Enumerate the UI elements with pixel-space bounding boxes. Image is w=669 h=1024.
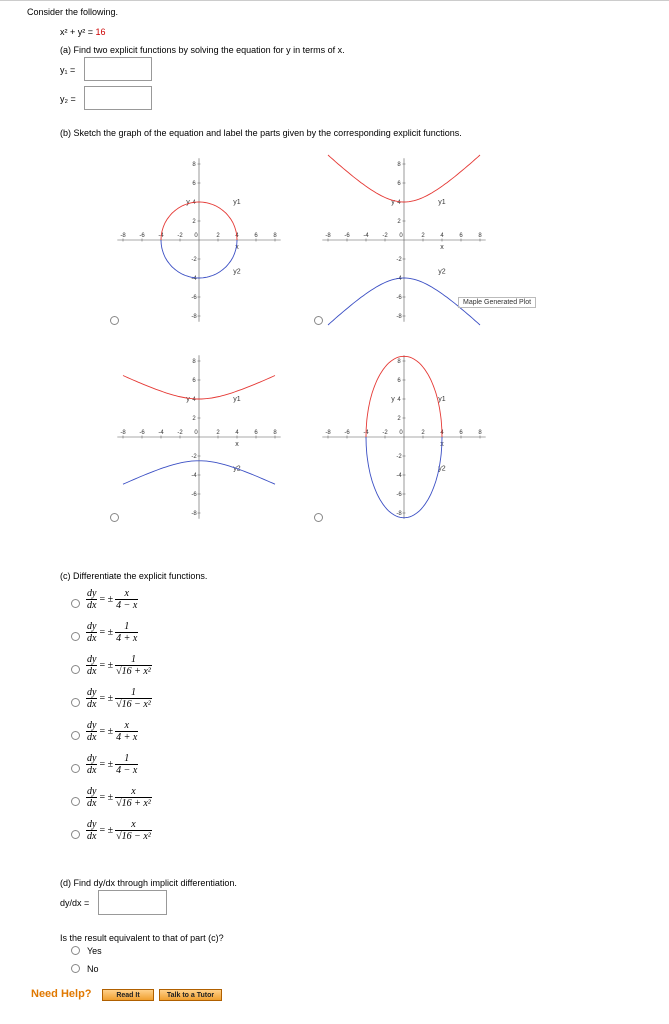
dydx-fraction: [86, 753, 97, 776]
dydx-label: dy/dx =: [60, 898, 90, 908]
graph-2-x-tick-label: 2: [421, 233, 425, 239]
rhs-fraction: [115, 588, 138, 611]
graph-2-x-tick-label: -6: [344, 233, 350, 239]
graph-3-y-tick-label: 4: [192, 397, 196, 403]
graph-1-y-tick-label: -4: [191, 276, 197, 282]
dy-text: dy: [87, 720, 97, 731]
equals-plus-minus: = ±: [99, 726, 114, 737]
rhs-fraction: [115, 753, 138, 776]
rhs-fraction: [115, 621, 138, 644]
graph-2-x-tick-label: -8: [325, 233, 331, 239]
graph-3-y-tick-label: 2: [192, 416, 196, 422]
graph-1-x-tick-label: 0: [194, 233, 198, 239]
rhs-fraction: [115, 819, 152, 842]
graph-1-x-tick-label: -4: [158, 233, 164, 239]
graph-2-x-tick-label: 6: [459, 233, 463, 239]
graph-1-x-tick-label: 2: [216, 233, 220, 239]
graph-2-y1-label: y1: [438, 199, 446, 206]
derivative-option-4-radio[interactable]: [71, 698, 80, 707]
graph-1-y-tick-label: 8: [192, 162, 196, 168]
graph-4-y-tick-label: 8: [397, 359, 401, 365]
dydx-answer-input[interactable]: [98, 890, 167, 915]
dx-text: dx: [87, 732, 97, 743]
rhs-denominator: 4 + x: [116, 732, 138, 743]
graph-4-x-label: x: [440, 441, 444, 448]
rhs-fraction: [115, 654, 152, 677]
dy-text: dy: [87, 819, 97, 830]
y2-label: y₂ =: [60, 94, 76, 104]
derivative-option-6-radio[interactable]: [71, 764, 80, 773]
graph-1-y-label: y: [186, 199, 190, 206]
graph-1-x-tick-label: -2: [177, 233, 183, 239]
graph-3-x-tick-label: -4: [158, 430, 164, 436]
graph-3-y-tick-label: 6: [192, 378, 196, 384]
sqrt-sign: √: [116, 699, 122, 710]
graph-option-2-radio[interactable]: [314, 316, 323, 325]
graph-4-x-tick-label: 8: [478, 430, 482, 436]
derivative-option-7-radio[interactable]: [71, 797, 80, 806]
graph-2-y-tick-label: 2: [397, 219, 401, 225]
part-c-prompt: (c) Differentiate the explicit functions.: [60, 571, 208, 581]
yes-label: Yes: [87, 946, 102, 956]
need-help-label: Need Help?: [31, 988, 92, 1000]
y1-label: y₁ =: [60, 65, 76, 75]
sqrt-sign: √: [116, 666, 122, 677]
graph-3-x-tick-label: 2: [216, 430, 220, 436]
rhs-numerator: x: [131, 786, 136, 797]
graph-3-y-tick-label: -4: [191, 473, 197, 479]
rhs-numerator: 1: [124, 753, 130, 764]
sqrt-sign: √: [116, 831, 122, 842]
rhs-denominator: [115, 665, 152, 677]
dy-text: dy: [87, 753, 97, 764]
dydx-fraction: [86, 786, 97, 809]
graph-2-y-tick-label: -2: [396, 257, 402, 263]
rhs-denominator: 4 − x: [116, 600, 138, 611]
graph-3-y2-label: y2: [233, 465, 241, 473]
graph-4-x-tick-label: -6: [344, 430, 350, 436]
maple-plot-label: Maple Generated Plot: [458, 297, 536, 308]
graph-4-y-tick-label: -6: [396, 492, 402, 498]
graph-4-x-tick-label: 0: [399, 430, 403, 436]
part-a-prompt: (a) Find two explicit functions by solving the equation for y in terms of x.: [60, 45, 345, 55]
dy-text: dy: [87, 687, 97, 698]
graph-1-y-tick-label: 4: [192, 200, 196, 206]
graph-4-y1-label: y1: [438, 396, 446, 403]
rhs-numerator: 1: [130, 654, 136, 665]
dydx-fraction: [86, 654, 97, 677]
equals-plus-minus: = ±: [99, 660, 114, 671]
derivative-option-2: [86, 621, 138, 644]
graph-1-y2-label: y2: [233, 268, 241, 276]
dydx-fraction: [86, 720, 97, 743]
rhs-fraction: [115, 687, 152, 710]
graph-3-x-tick-label: -8: [120, 430, 126, 436]
graph-3-y-tick-label: -8: [191, 511, 197, 517]
graph-4-x-tick-label: 2: [421, 430, 425, 436]
graph-1-y1-label: y1: [233, 199, 241, 206]
derivative-option-2-radio[interactable]: [71, 632, 80, 641]
graph-3-x-tick-label: 6: [254, 430, 258, 436]
graph-3-y1-label: y1: [233, 396, 241, 403]
graph-3-y-label: y: [186, 396, 190, 403]
dx-text: dx: [87, 633, 97, 644]
graph-4-x-tick-label: -4: [363, 430, 369, 436]
read-it-button[interactable]: Read It: [102, 989, 154, 1001]
dydx-fraction: [86, 588, 97, 611]
dx-text: dx: [87, 765, 97, 776]
graph-2-y-tick-label: -6: [396, 295, 402, 301]
graph-3-y-tick-label: 8: [192, 359, 196, 365]
no-radio[interactable]: [71, 964, 80, 973]
radicand: 16 + x²: [121, 798, 151, 809]
graph-2-x-tick-label: 4: [440, 233, 444, 239]
equals-plus-minus: = ±: [99, 627, 114, 638]
graph-2-y-tick-label: 8: [397, 162, 401, 168]
graph-1-x-tick-label: -8: [120, 233, 126, 239]
dydx-fraction: [86, 819, 97, 842]
yes-radio[interactable]: [71, 946, 80, 955]
graph-2-x-tick-label: -4: [363, 233, 369, 239]
rhs-denominator: [115, 698, 152, 710]
dydx-fraction: [86, 687, 97, 710]
rhs-numerator: x: [124, 720, 129, 731]
equivalence-question: Is the result equivalent to that of part (c)?: [60, 933, 224, 943]
equals-plus-minus: = ±: [99, 792, 114, 803]
intro-text: Consider the following.: [27, 7, 119, 17]
graph-1-x-tick-label: 6: [254, 233, 258, 239]
rhs-denominator: 4 − x: [116, 765, 138, 776]
dy-text: dy: [87, 786, 97, 797]
derivative-option-8: [86, 819, 152, 842]
part-d-prompt: (d) Find dy/dx through implicit differentiation.: [60, 878, 237, 888]
graph-3-x-tick-label: 4: [235, 430, 239, 436]
graph-2-y-tick-label: -8: [396, 314, 402, 320]
rhs-fraction: [115, 786, 152, 809]
graph-3-x-label: x: [235, 441, 239, 448]
equation-rhs: 16: [95, 27, 106, 37]
derivative-option-6: [86, 753, 138, 776]
graph-4-x-tick-label: 6: [459, 430, 463, 436]
graph-3-x-tick-label: -6: [139, 430, 145, 436]
rhs-denominator: [115, 797, 152, 809]
graph-4-y-label: y: [391, 396, 395, 403]
graph-2-x-tick-label: 8: [478, 233, 482, 239]
dx-text: dx: [87, 666, 97, 677]
graph-3-x-tick-label: 8: [273, 430, 277, 436]
dx-text: dx: [87, 831, 97, 842]
graph-1-y-tick-label: -8: [191, 314, 197, 320]
dx-text: dx: [87, 798, 97, 809]
graph-3-y-tick-label: -6: [191, 492, 197, 498]
graph-1-y-tick-label: -2: [191, 257, 197, 263]
graph-4-y-tick-label: 2: [397, 416, 401, 422]
graph-4-y-tick-label: 4: [397, 397, 401, 403]
graph-2-x-label: x: [440, 244, 444, 251]
graph-2-y-tick-label: -4: [396, 276, 402, 282]
graph-option-4-radio[interactable]: [314, 513, 323, 522]
radicand: 16 + x²: [121, 666, 151, 677]
derivative-option-8-radio[interactable]: [71, 830, 80, 839]
derivative-option-5-radio[interactable]: [71, 731, 80, 740]
dy-text: dy: [87, 588, 97, 599]
graph-3-x-tick-label: 0: [194, 430, 198, 436]
graph-3-x-tick-label: -2: [177, 430, 183, 436]
derivative-option-7: [86, 786, 152, 809]
rhs-denominator: 4 + x: [116, 633, 138, 644]
derivative-option-3: [86, 654, 152, 677]
graph-option-1-radio[interactable]: [110, 316, 119, 325]
graph-4-y-tick-label: -2: [396, 454, 402, 460]
no-label: No: [87, 964, 99, 974]
graph-3-y-tick-label: -2: [191, 454, 197, 460]
dy-text: dy: [87, 621, 97, 632]
equals-plus-minus: = ±: [99, 825, 114, 836]
graph-1-y-tick-label: 6: [192, 181, 196, 187]
dx-text: dx: [87, 699, 97, 710]
dydx-fraction: [86, 621, 97, 644]
derivative-option-1: [86, 588, 138, 611]
graph-4-y2-label: y2: [438, 465, 446, 473]
graph-1-y-tick-label: -6: [191, 295, 197, 301]
derivative-option-3-radio[interactable]: [71, 665, 80, 674]
dx-text: dx: [87, 600, 97, 611]
equation-lhs: x² + y² =: [60, 27, 94, 37]
graph-2-y-tick-label: 4: [397, 200, 401, 206]
graph-4-x-tick-label: -2: [382, 430, 388, 436]
graph-2-y2-label: y2: [438, 268, 446, 276]
graph-4-y-tick-label: -8: [396, 511, 402, 517]
graph-2-x-tick-label: 0: [399, 233, 403, 239]
equals-plus-minus: = ±: [99, 594, 114, 605]
rhs-fraction: [115, 720, 138, 743]
part-b-prompt: (b) Sketch the graph of the equation and label the parts given by the corresponding explicit functions.: [60, 128, 462, 138]
equals-plus-minus: = ±: [99, 693, 114, 704]
graph-4-x-tick-label: -8: [325, 430, 331, 436]
derivative-option-1-radio[interactable]: [71, 599, 80, 608]
sqrt-sign: √: [116, 798, 122, 809]
derivative-option-4: [86, 687, 152, 710]
graph-4-y-tick-label: 6: [397, 378, 401, 384]
graph-1-y-tick-label: 2: [192, 219, 196, 225]
graph-1-x-tick-label: 8: [273, 233, 277, 239]
graph-2-x-tick-label: -2: [382, 233, 388, 239]
graph-4-y-tick-label: -4: [396, 473, 402, 479]
graph-option-3-radio[interactable]: [110, 513, 119, 522]
graph-1-x-tick-label: -6: [139, 233, 145, 239]
graph-2-y-label: y: [391, 199, 395, 206]
rhs-numerator: x: [131, 819, 136, 830]
rhs-numerator: x: [124, 588, 129, 599]
graph-1-x-label: x: [235, 244, 239, 251]
radicand: 16 − x²: [121, 831, 151, 842]
graph-1-x-tick-label: 4: [235, 233, 239, 239]
derivative-option-5: [86, 720, 138, 743]
radicand: 16 − x²: [121, 699, 151, 710]
equals-plus-minus: = ±: [99, 759, 114, 770]
graph-2-y-tick-label: 6: [397, 181, 401, 187]
rhs-numerator: 1: [124, 621, 130, 632]
talk-to-tutor-button[interactable]: Talk to a Tutor: [159, 989, 222, 1001]
graph-4-x-tick-label: 4: [440, 430, 444, 436]
dy-text: dy: [87, 654, 97, 665]
rhs-denominator: [115, 830, 152, 842]
rhs-numerator: 1: [130, 687, 136, 698]
